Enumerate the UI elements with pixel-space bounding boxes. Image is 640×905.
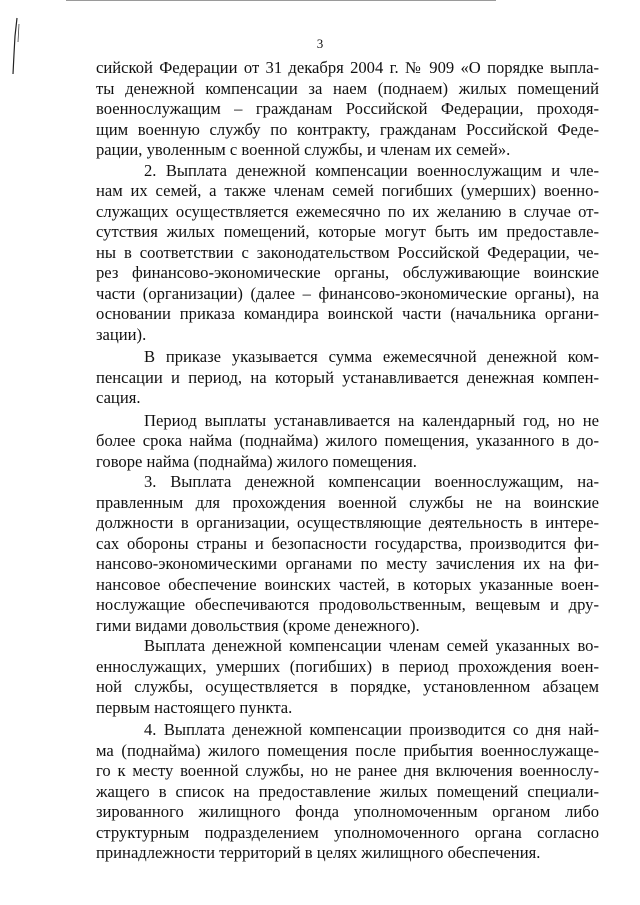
text-line: рации, уволенным с военной службы, и членам их семей». xyxy=(96,140,511,159)
text-line: рез финансово-экономические органы, обслуживающие воинские xyxy=(96,263,599,282)
text-line: го к месту военной службы, но не ранее дня включения военнослу- xyxy=(96,761,599,780)
text-line: более срока найма (поднайма) жилого помещения, указанного в до- xyxy=(96,431,599,450)
paragraph xyxy=(96,472,599,636)
text-line: первым настоящего пункта. xyxy=(96,697,293,717)
text-line: нослужащие обеспечиваются продовольственным, вещевым и дру- xyxy=(96,595,599,614)
text-line: структурным подразделением уполномоченного органа согласно xyxy=(96,822,599,842)
paragraph xyxy=(96,720,599,864)
text-line: зированного жилищного фонда уполномоченным органом либо xyxy=(96,802,599,821)
text-line: пенсации и период, на который устанавливается денежная компен- xyxy=(96,367,599,387)
text-line: Период выплаты устанавливается на календарный год, но не xyxy=(144,410,599,430)
paragraph xyxy=(96,58,599,161)
text-line: ной службы, осуществляется в порядке, установленном абзацем xyxy=(96,677,599,696)
text-line: зации). xyxy=(96,324,147,344)
page-number: 3 xyxy=(316,36,324,51)
paragraph xyxy=(96,347,599,409)
text-line: еннослужащих, умерших (погибших) в период прохождения воен- xyxy=(96,656,599,676)
text-line: ны в соответствии с законодательством Российской Федерации, че- xyxy=(96,242,599,262)
text-line: части (организации) (далее – финансово-экономические органы), на xyxy=(96,283,599,303)
text-line: должности в организации, осуществляющие деятельность в интере- xyxy=(96,513,599,532)
text-line: ты денежной компенсации за наем (поднаем) жилых помещений xyxy=(96,78,599,98)
text-line: принадлежности территорий в целях жилищного обеспечения. xyxy=(96,843,541,862)
text-line: сация. xyxy=(96,388,141,407)
text-line: нам их семей, а также членам семей погибших (умерших) военно- xyxy=(96,181,599,200)
text-line: нансово-экономическими органами по месту зачисления их на фи- xyxy=(96,554,599,573)
text-line: гими видами довольствия (кроме денежного). xyxy=(96,615,420,635)
document-body xyxy=(96,58,599,864)
text-line: сах обороны страны и безопасности государства, производится фи- xyxy=(96,533,599,553)
text-line: военнослужащим – гражданам Российской Федерации, проходя- xyxy=(96,99,599,118)
text-line: ма (поднайма) жилого помещения после прибытия военнослужаще- xyxy=(96,740,599,760)
text-line: нансовое обеспечение воинских частей, в которых указанные воен- xyxy=(96,574,599,594)
paragraph xyxy=(96,636,599,718)
text-line: служащих осуществляется ежемесячно по их желанию в случае от- xyxy=(96,201,599,221)
scan-edge-line xyxy=(66,0,496,1)
text-line: щим военную службу по контракту, гражданам Российской Феде- xyxy=(96,119,599,139)
text-line: 4. Выплата денежной компенсации производится со дня най- xyxy=(144,720,599,739)
text-line: сийской Федерации от 31 декабря 2004 г. № 909 «О порядке выпла- xyxy=(96,58,599,77)
paragraph xyxy=(96,161,599,346)
paragraph xyxy=(96,411,599,473)
text-line: 2. Выплата денежной компенсации военнослужащим и чле- xyxy=(144,160,599,180)
text-line: правленным для прохождения военной службы не на воинские xyxy=(96,492,599,512)
text-line: сутствия жилых помещений, которые могут быть им предоставле- xyxy=(96,222,599,241)
text-line: жащего в список на предоставление жилых помещений специали- xyxy=(96,781,599,801)
text-line: 3. Выплата денежной компенсации военнослужащим, на- xyxy=(144,472,599,491)
text-line: основании приказа командира воинской части (начальника органи- xyxy=(96,304,599,323)
text-line: Выплата денежной компенсации членам семей указанных во- xyxy=(144,636,599,655)
text-line: В приказе указывается сумма ежемесячной денежной ком- xyxy=(144,347,599,366)
text-line: говоре найма (поднайма) жилого помещения. xyxy=(96,451,417,471)
